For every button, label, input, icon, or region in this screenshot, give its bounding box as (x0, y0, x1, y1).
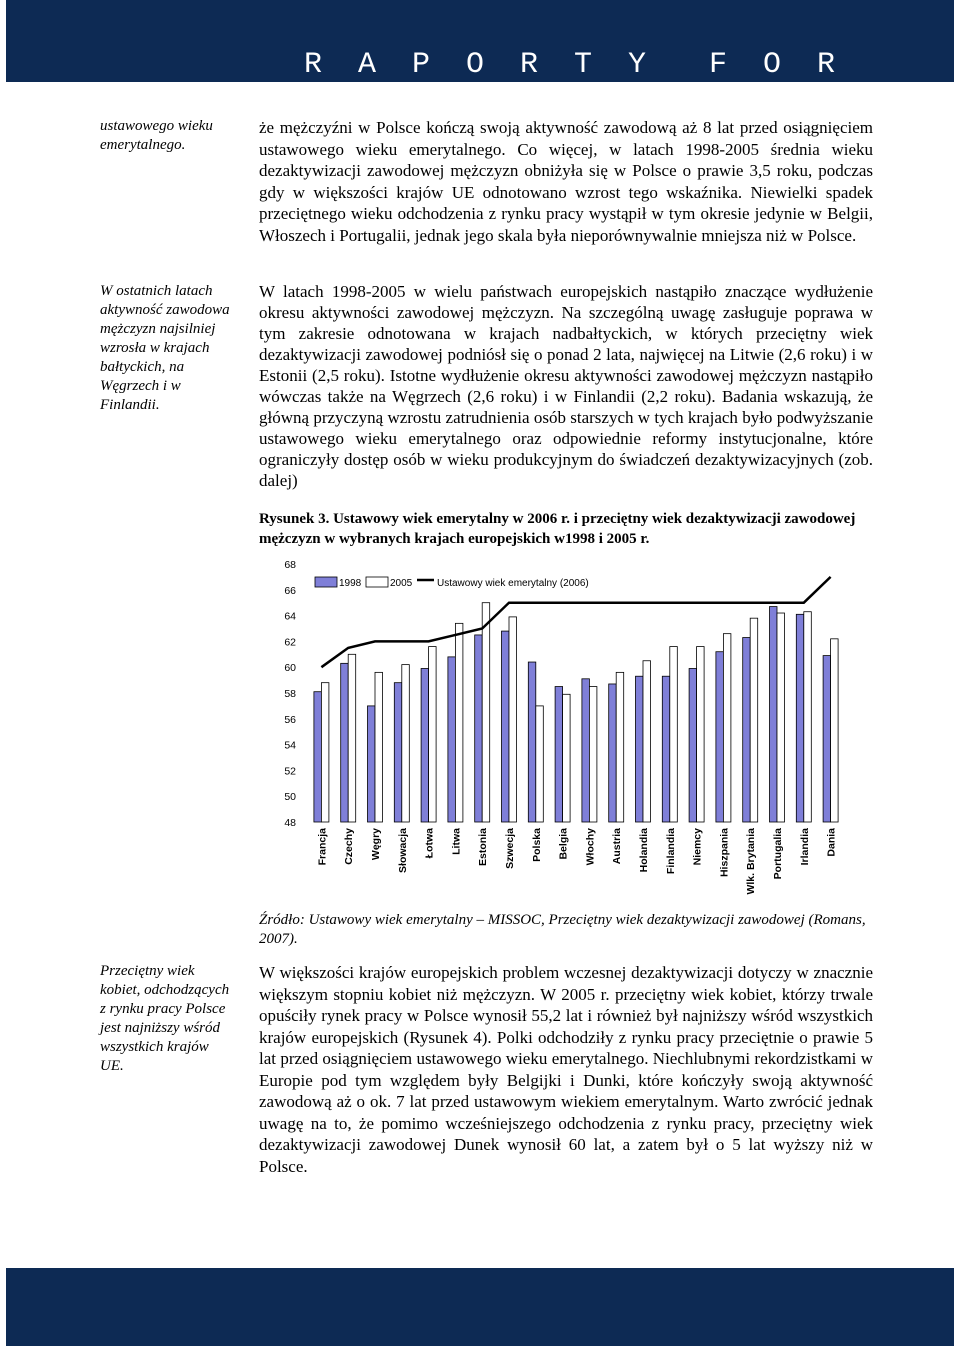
bar-1998-8 (528, 662, 536, 822)
x-tick-label-6: Estonia (477, 828, 490, 866)
bar-2005-4 (429, 647, 437, 822)
paragraph-1: że mężczyźni w Polsce kończą swoją aktywność zawodową aż 8 lat przed osiągnięciem ustawowego wieku emerytalnego. Co więcej, w latach 1998-2005 średnia wieku dezaktywizacji zawodowej mężczyzn obniżyła się w Polsce o prawie 3,5 roku, podczas gdy w większości krajów UE odnotowano wzrost tego wskaźnika. Niewielki spadek przeciętnego wieku odchodzenia z rynku pracy wystąpił w tym okresie jedynie w Belgii, Włoszech i Portugalii, jednak jego skala była nieporównywalnie mniejsza niż w Polsce. (259, 118, 873, 245)
y-axis (284, 559, 296, 829)
bar-1998-1 (341, 663, 349, 822)
bar-2005-6 (482, 603, 490, 822)
bar-2005-5 (455, 623, 463, 822)
x-tick-label-9: Belgia (557, 828, 570, 860)
bar-1998-0 (314, 692, 322, 822)
y-tick-label-8: 64 (284, 610, 296, 623)
figure-source: Źródło: Ustawowy wiek emerytalny – MISSOC, Przeciętny wiek dezaktywizacji zawodowej (Romans, 2007). (259, 912, 866, 947)
x-tick-label-2: Węgry (370, 828, 382, 861)
x-tick-label-5: Litwa (450, 828, 463, 855)
x-tick-label-14: Niemcy (691, 828, 704, 866)
bar-1998-2 (368, 706, 376, 822)
x-tick-label-0: Francja (316, 828, 329, 866)
header-banner (6, 0, 954, 82)
bar-2005-17 (777, 613, 785, 822)
chart-legend (315, 577, 589, 589)
bar-1998-3 (394, 683, 402, 822)
x-tick-label-18: Irlandia (798, 828, 811, 866)
x-tick-label-3: Słowacja (396, 828, 409, 873)
margin-note-1: ustawowego wieku emerytalnego. (100, 118, 213, 153)
x-tick-label-4: Łotwa (423, 828, 436, 859)
figure-title: Rysunek 3. Ustawowy wiek emerytalny w 2006 r. i przeciętny wiek dezaktywizacji zawodowej mężczyzn w wybranych krajach europejskich w1998 i 2005 r. (259, 511, 856, 547)
legend-swatch-1998 (315, 577, 337, 587)
bar-1998-18 (796, 614, 804, 822)
bar-2005-14 (697, 647, 705, 822)
bar-1998-11 (609, 684, 617, 822)
bar-1998-14 (689, 668, 697, 822)
y-tick-label-2: 52 (284, 765, 296, 778)
margin-note-3: Przeciętny wiek kobiet, odchodzących z rynku pracy Polsce jest najniższy wśród wszystkich krajów UE. (100, 963, 230, 1074)
bar-2005-13 (670, 647, 678, 822)
bar-2005-10 (589, 687, 597, 822)
bar-2005-11 (616, 672, 624, 822)
legend-label-2005: 2005 (390, 578, 413, 589)
bar-1998-6 (475, 635, 483, 822)
bar-1998-19 (823, 656, 831, 822)
bar-1998-12 (636, 676, 644, 822)
x-tick-label-19: Dania (825, 828, 838, 857)
x-tick-label-8: Polska (530, 828, 543, 862)
y-tick-label-6: 60 (284, 662, 296, 675)
x-tick-label-17: Portugalia (772, 828, 784, 880)
bar-1998-17 (770, 607, 778, 822)
bar-2005-7 (509, 617, 517, 822)
bar-1998-4 (421, 668, 429, 822)
x-tick-label-11: Austria (611, 828, 624, 865)
y-tick-label-1: 50 (284, 791, 296, 804)
bar-1998-10 (582, 679, 590, 822)
y-tick-label-7: 62 (284, 636, 296, 649)
bar-1998-13 (662, 676, 670, 822)
bar-2005-2 (375, 672, 383, 822)
legend-label-legal-age: Ustawowy wiek emerytalny (2006) (437, 578, 589, 589)
margin-note-2: W ostatnich latach aktywność zawodowa mężczyzn najsilniej wzrosła w krajach bałtyckich, na Węgrzech i w Finlandii. (100, 283, 230, 413)
bars (314, 603, 838, 822)
bar-1998-7 (502, 631, 510, 822)
bar-2005-18 (804, 612, 812, 822)
bar-2005-8 (536, 706, 544, 822)
bar-2005-0 (321, 683, 329, 822)
y-tick-label-9: 66 (284, 584, 296, 597)
paragraph-3: W większości krajów europejskich problem wczesnej dezaktywizacji dotyczy w znacznie większym stopniu kobiet niż mężczyzn. W 2005 r. przeciętny wiek kobiet, którzy trwale opuściły rynek pracy w Polsce wynosił 55,2 lat i również był najniższy wśród wszystkich krajów europejskich (Rysunek 4). Polki odchodziły z rynku pracy przeciętnie o prawie 5 lat przed osiągnięciem ustawowego wieku emerytalnego. Niechlubnymi rekordzistkami w Europie pod tym względem były Belgijki i Dunki, które kończyły swoją aktywność zawodową aż o ok. 7 lat przed ustawowym wiekiem emerytalnym. Warto zwrócić jednak uwagę na to, że pomimo wcześniejszego odchodzenia z rynku pracy, przeciętny wiek dezaktywizacji zawodowej Dunek wynosił 60 lat, a zatem był o 5 lat wyższy niż w Polsce. (259, 963, 873, 1176)
x-tick-label-13: Finlandia (664, 828, 677, 875)
bar-1998-5 (448, 657, 456, 822)
legend-swatch-2005 (366, 577, 388, 587)
bar-2005-12 (643, 661, 651, 822)
header-title: R A P O R T Y F O R (304, 48, 845, 82)
y-tick-label-0: 48 (284, 817, 296, 829)
legend-label-1998: 1998 (339, 578, 362, 589)
bar-1998-9 (555, 687, 563, 822)
paragraph-2: W latach 1998-2005 w wielu państwach europejskich nastąpiło znaczące wydłużenie okresu aktywności zawodowej mężczyzn. Na szczególną uwagę zasługuje poprawa w tym zakresie odnotowana w krajach nadbałtyckich, w których przeciętny wiek dezaktywizacji zawodowej podniósł się o ponad 2 lata, najwięcej na Litwie (2,6 roku) i w Estonii (2,5 roku). Istotne wydłużenie okresu aktywności zawodowej mężczyzn nastąpiło wówczas także na Węgrzech (2,6 roku) i w Finlandii (2,2 roku). Badania wskazują, że główną przyczyną wzrostu zatrudnienia osób starszych w tych krajach było podwyższanie ustawowego wieku emerytalnego oraz odpowiednie reformy instytucjonalne, które ograniczyły dostęp osób w wieku produkcyjnym do świadczeń dezaktywizacyjnych (zob. dalej) (259, 282, 873, 490)
bar-1998-15 (716, 652, 724, 822)
bar-2005-3 (402, 665, 410, 822)
bar-chart (258, 556, 858, 906)
x-axis-labels (316, 828, 837, 895)
x-tick-label-12: Holandia (638, 828, 650, 873)
bar-2005-1 (348, 654, 356, 822)
y-tick-label-4: 56 (284, 713, 296, 726)
bar-1998-16 (743, 638, 751, 822)
bar-2005-19 (831, 639, 839, 822)
y-tick-label-5: 58 (284, 688, 296, 700)
footer-banner (6, 1268, 954, 1346)
x-tick-label-15: Hiszpania (718, 828, 731, 878)
y-tick-label-3: 54 (284, 739, 296, 752)
bar-2005-16 (750, 618, 758, 822)
y-tick-label-10: 68 (284, 559, 296, 571)
x-tick-label-10: Włochy (584, 828, 597, 866)
bar-2005-9 (563, 694, 571, 822)
x-tick-label-7: Szwecja (504, 828, 516, 869)
x-tick-label-1: Czechy (343, 828, 356, 865)
x-tick-label-16: Wlk. Brytania (745, 828, 758, 895)
bar-2005-15 (723, 634, 731, 822)
